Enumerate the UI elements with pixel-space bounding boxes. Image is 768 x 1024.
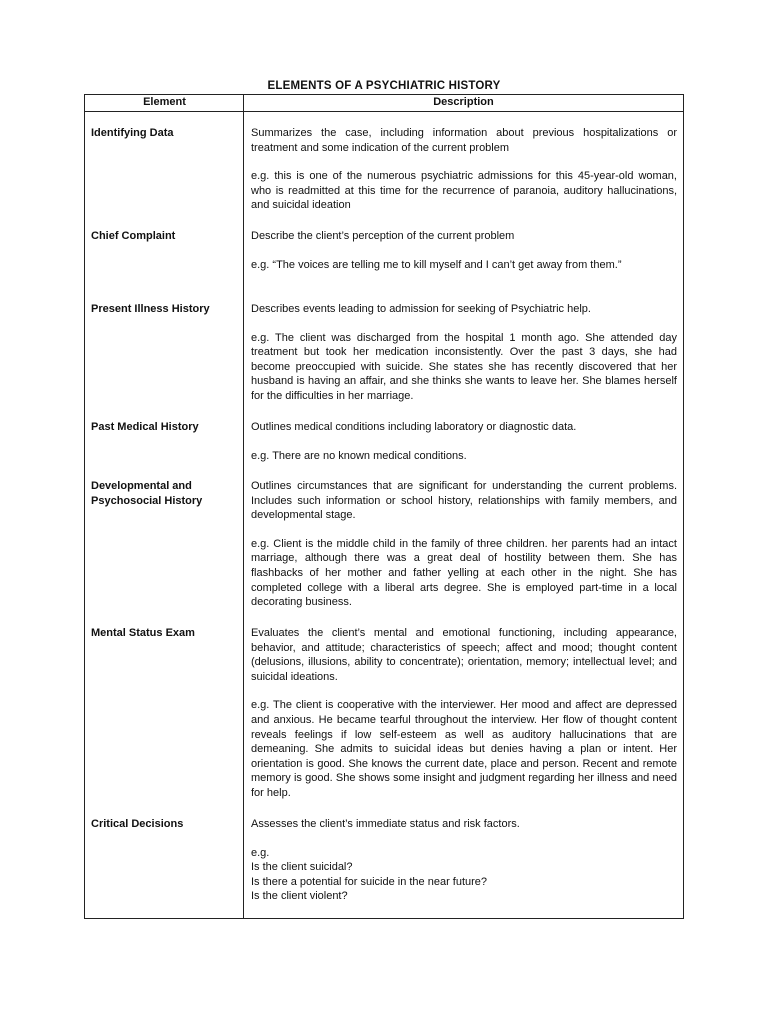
header-description: Description: [433, 96, 494, 108]
summary-text: Outlines circumstances that are significant for understanding the current problems. Includes such information or school history, relationships with family members, and developmental stage.: [251, 480, 677, 522]
row-desc-chief-complaint: [251, 229, 677, 272]
summary-text: Outlines medical conditions including laboratory or diagnostic data.: [251, 421, 577, 433]
example-line: Is the client suicidal?: [251, 861, 353, 874]
row-desc-developmental-psychosocial-history: [251, 479, 677, 610]
row-desc-present-illness-history: [251, 302, 677, 404]
summary-text: Describe the client’s perception of the current problem: [251, 230, 515, 242]
example-line: Is the client violent?: [251, 890, 348, 903]
header-element: Element: [143, 96, 186, 108]
example-line: e.g.: [251, 846, 270, 859]
history-table: [84, 94, 684, 919]
row-label-developmental-psychosocial-history: Developmental and Psychosocial History: [91, 480, 203, 507]
row-desc-identifying-data: [251, 126, 677, 213]
row-label-mental-status-exam: Mental Status Exam: [91, 627, 195, 639]
summary-text: Summarizes the case, including information about previous hospitalizations or treatment and some indication of the current problem: [251, 127, 677, 154]
row-label-present-illness-history: Present Illness History: [91, 303, 210, 315]
summary-text: Evaluates the client’s mental and emotional functioning, including appearance, behavior, and attitude; characteristics of speech; affect and mood; thought content (delusions, illusions, ability to concentrate); orientation, memory; intellectual level; and suicidal ideations.: [251, 627, 677, 683]
example-line: Is there a potential for suicide in the near future?: [251, 875, 488, 888]
example-text: e.g. There are no known medical conditions.: [251, 449, 467, 462]
row-label-critical-decisions: Critical Decisions: [91, 818, 184, 830]
row-label-chief-complaint: Chief Complaint: [91, 230, 176, 242]
row-label-identifying-data: Identifying Data: [91, 127, 174, 139]
column-divider: [243, 95, 244, 918]
row-desc-critical-decisions: [251, 817, 677, 904]
example-list: [251, 846, 677, 904]
example-text: e.g. Client is the middle child in the family of three children. her parents had an intact marriage, although there was a great deal of hostility between them. She has flashbacks of her mother and father yelling at each other in the night. She has completed college with a liberal arts degree. She is employed part-time in a local decorating business.: [251, 537, 677, 609]
example-text: e.g. The client was discharged from the hospital 1 month ago. She attended day treatment but took her medication inconsistently. Over the past 3 days, she had become preoccupied with suicide. She states she has recently discovered that her husband is having an affair, and she thinks she wants to leave her. She blames herself for the difficulties in her marriage.: [251, 331, 677, 402]
summary-text: Describes events leading to admission for seeking of Psychiatric help.: [251, 303, 591, 315]
example-text: e.g. The client is cooperative with the interviewer. Her mood and affect are depressed and anxious. He became tearful throughout the interview. Her flow of thought content reveals feelings if low self-esteem as well as auditory hallucinations that are demeaning. She admits to suicidal ideas but denies having a plan or intent. Her orientation is good. She knows the current date, place and person. Recent and remote memory is good. She shows some insight and judgment regarding her illness and need for help.: [251, 699, 677, 799]
row-desc-mental-status-exam: [251, 626, 677, 801]
row-desc-past-medical-history: [251, 420, 677, 463]
document-title: ELEMENTS OF A PSYCHIATRIC HISTORY: [267, 80, 501, 92]
row-label-past-medical-history: Past Medical History: [91, 421, 199, 433]
table-header: [85, 95, 683, 112]
example-text: e.g. this is one of the numerous psychiatric admissions for this 45-year-old woman, who is readmitted at this time for the recurrence of paranoia, auditory hallucinations, and suicidal ideation: [251, 170, 677, 212]
example-text: e.g. “The voices are telling me to kill myself and I can’t get away from them.”: [251, 258, 622, 271]
summary-text: Assesses the client’s immediate status and risk factors.: [251, 818, 520, 830]
